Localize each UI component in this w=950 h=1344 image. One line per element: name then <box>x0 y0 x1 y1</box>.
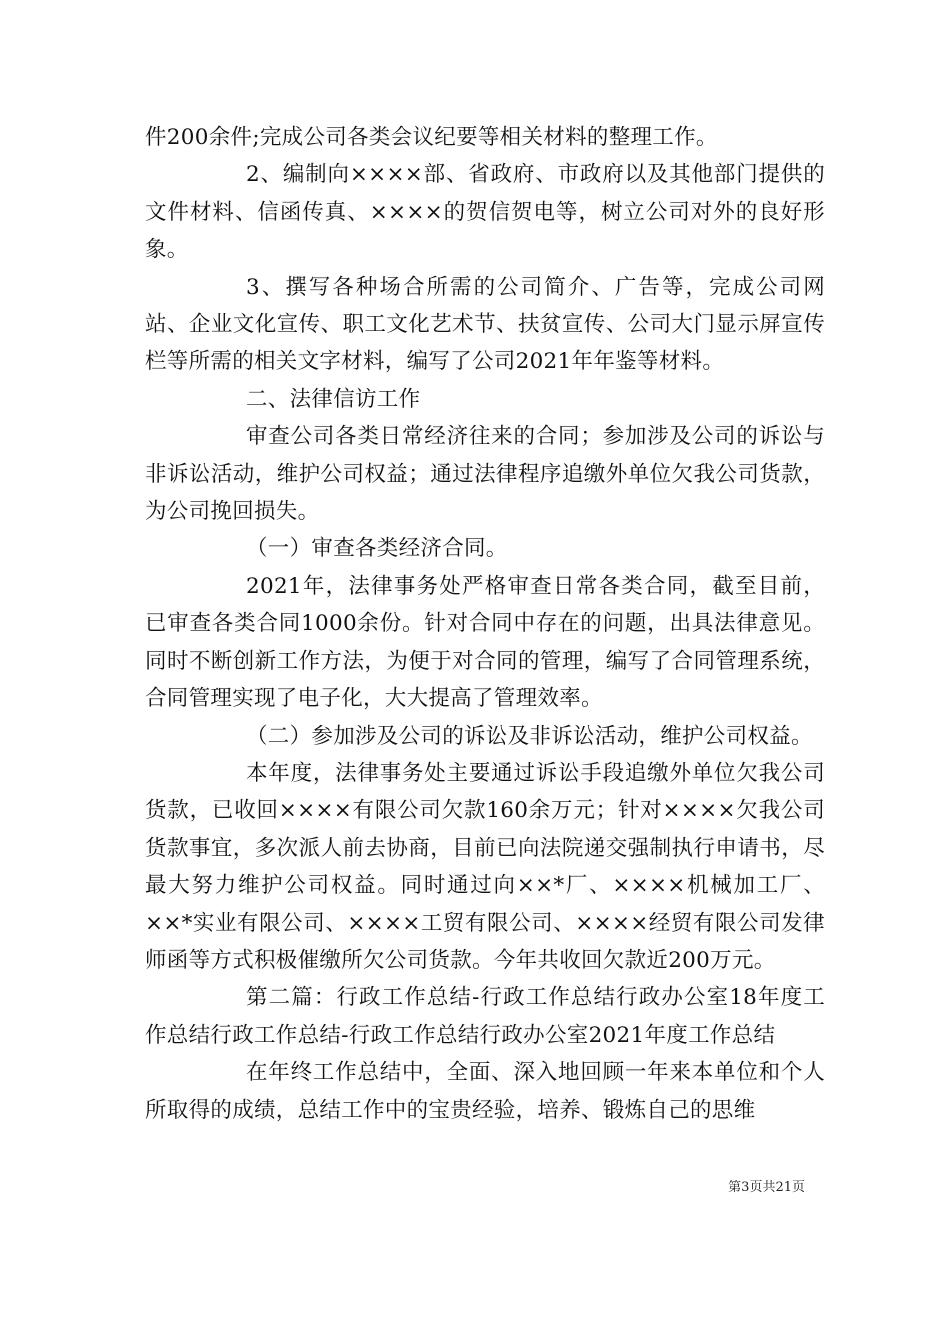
subheading-litigation: （二）参加涉及公司的诉讼及非诉讼活动，维护公司权益。 <box>246 723 813 749</box>
paragraph-contracts: 2021年，法律事务处严格审查日常各类合同，截至目前，已审查各类合同1000余份。针对合同中存在的问题，出具法律意见。同时不断创新工作方法，为便于对合同的管理，编写了合同管理系统，合同管理实现了电子化，大大提高了管理效率。 <box>145 573 825 712</box>
paragraph-legal-intro: 审查公司各类日常经济往来的合同；参加涉及公司的诉讼与非诉讼活动，维护公司权益；通过法律程序追缴外单位欠我公司货款，为公司挽回损失。 <box>145 424 825 525</box>
paragraph-litigation: 本年度，法律事务处主要通过诉讼手段追缴外单位欠我公司货款，已收回××××有限公司欠款160余万元；针对××××欠我公司货款事宜，多次派人前去协商，目前已向法院递交强制执行申请书，尽最大努力维护公司权益。同时通过向××*厂、××××机械加工厂、××*实业有限公司、××××工贸有限公司、××××经贸有限公司发律师函等方式积极催缴所欠公司货款。今年共收回欠款近200万元。 <box>145 760 825 973</box>
document-body <box>145 119 825 1129</box>
paragraph-item-3: 3、撰写各种场合所需的公司简介、广告等，完成公司网站、企业文化宣传、职工文化艺术节、扶贫宣传、公司大门显示屏宣传栏等所需的相关文字材料，编写了公司2021年年鉴等材料。 <box>145 274 825 375</box>
section-heading-legal: 二、法律信访工作 <box>246 386 421 412</box>
subheading-contracts: （一）审查各类经济合同。 <box>246 536 508 562</box>
paragraph-summary-intro: 在年终工作总结中，全面、深入地回顾一年来本单位和个人所取得的成绩，总结工作中的宝贵经验，培养、锻炼自己的思维 <box>145 1060 825 1123</box>
page-number-footer: 第3页共21页 <box>728 1180 805 1195</box>
chapter-heading-second: 第二篇：行政工作总结-行政工作总结行政办公室18年度工作总结行政工作总结-行政工作总结行政办公室2021年度工作总结 <box>145 985 825 1048</box>
paragraph-continuation: 件200余件;完成公司各类会议纪要等相关材料的整理工作。 <box>145 125 718 150</box>
paragraph-item-2: 2、编制向××××部、省政府、市政府以及其他部门提供的文件材料、信函传真、××××的贺信贺电等，树立公司对外的良好形象。 <box>145 162 825 263</box>
